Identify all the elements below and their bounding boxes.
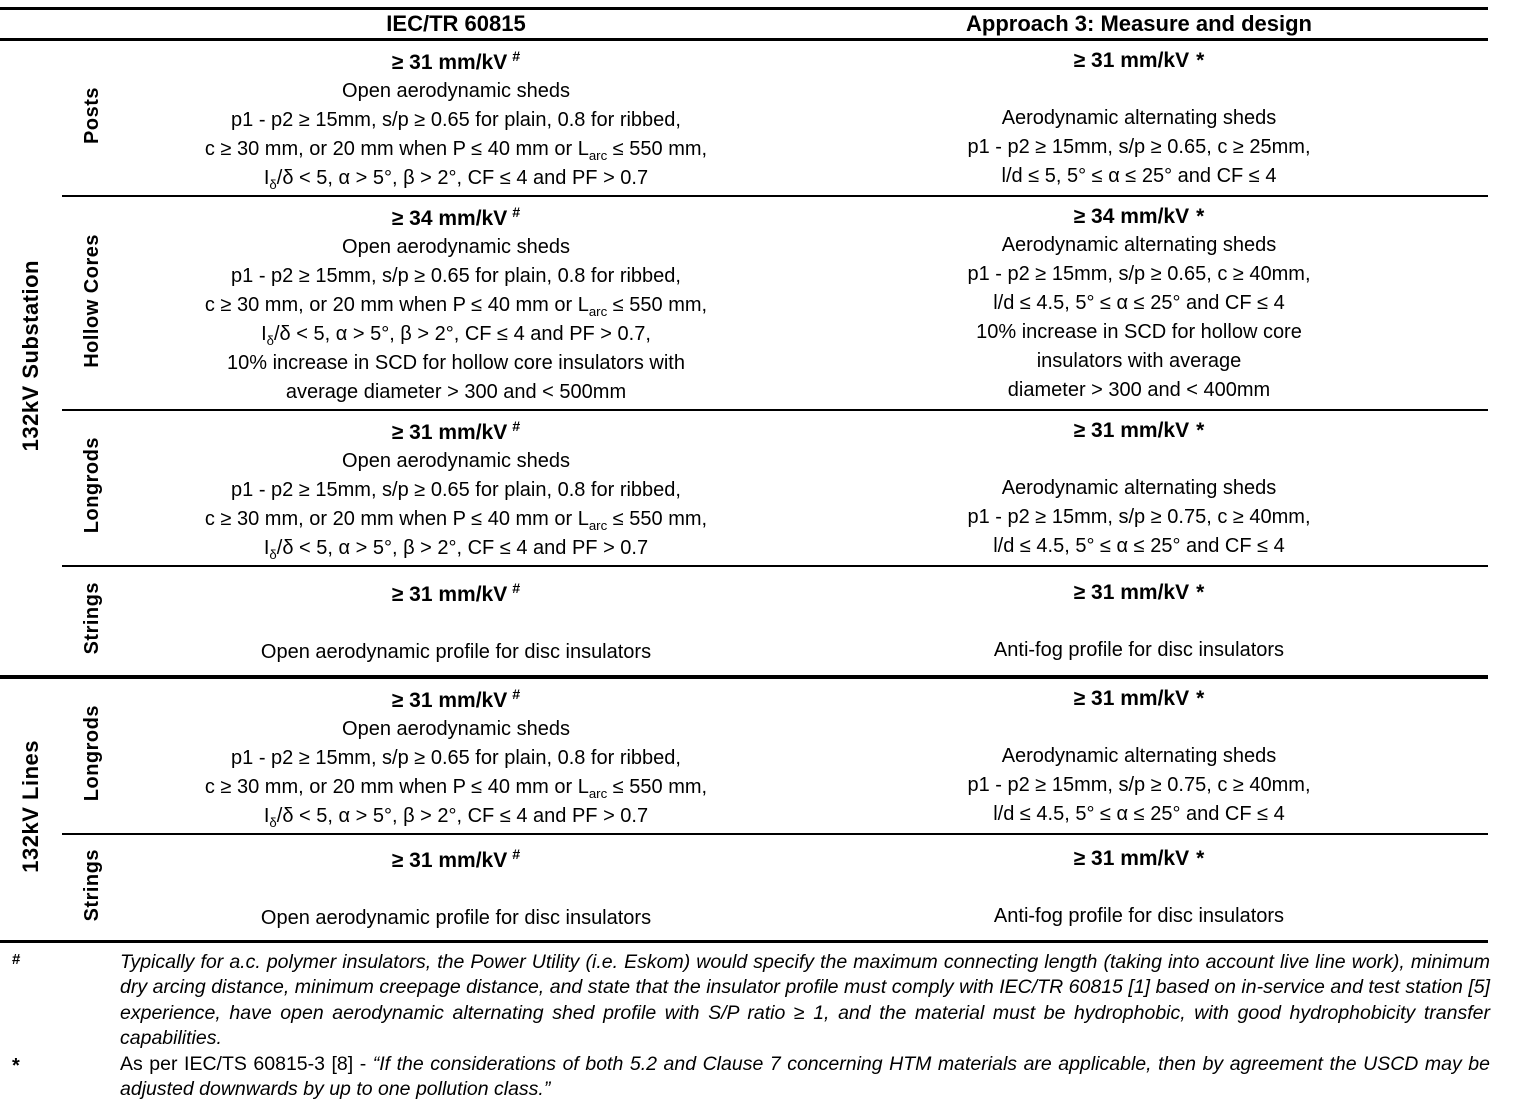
cell-line: l/d ≤ 4.5, 5° ≤ α ≤ 25° and CF ≤ 4: [993, 291, 1285, 314]
row-substation-hollow-cores: [0, 196, 1488, 410]
row-label-longrods: [62, 677, 122, 834]
cell-line: $I_\delta/\delta < 5$, α > 5°, β > 2°, CF ≤ 4 and PF > 0.7,: [261, 323, 651, 348]
cell-text-lines: [126, 77, 786, 193]
cell-lines-strings-iec: [122, 834, 790, 941]
cell-line: Anti-fog profile for disc insulators: [993, 638, 1285, 661]
cell-line: [794, 713, 1484, 742]
creepage-value: [126, 199, 786, 233]
value-text: ≥ 31 mm/kV: [1073, 846, 1190, 870]
cell-line: p1 - p2 ≥ 15mm, s/p ≥ 0.65, c ≥ 25mm,: [967, 135, 1311, 158]
cell-line: $I_\delta/\delta < 5$, α > 5°, β > 2°, CF ≤ 4 and PF > 0.7: [263, 537, 649, 562]
footnote-ref-hash: #: [512, 419, 521, 435]
footnote-ref-star: *: [1196, 686, 1205, 710]
footnote-ref-star: *: [1196, 48, 1205, 72]
creepage-value: [126, 43, 786, 77]
row-lines-strings: [0, 834, 1488, 941]
cell-substation-hollow-approach: [790, 196, 1488, 410]
creepage-value: [126, 681, 786, 715]
cell-line: p1 - p2 ≥ 15mm, s/p ≥ 0.65 for plain, 0.8 for ribbed,: [231, 479, 681, 501]
value-text: ≥ 31 mm/kV: [391, 849, 508, 873]
cell-line: [126, 875, 786, 904]
cell-line: Aerodynamic alternating sheds: [1001, 233, 1277, 256]
footnote-hash-marker: #: [12, 950, 21, 968]
value-text: ≥ 31 mm/kV: [1073, 418, 1190, 442]
creepage-value: [794, 684, 1484, 713]
cell-substation-longrods-approach: [790, 410, 1488, 566]
row-substation-strings: [0, 566, 1488, 677]
value-text: ≥ 31 mm/kV: [391, 689, 508, 712]
cell-text-lines: [794, 713, 1484, 829]
cell-substation-posts-iec: [122, 40, 790, 197]
cell-substation-posts-approach: [790, 40, 1488, 197]
cell-line: Open aerodynamic sheds: [342, 236, 570, 258]
column-header-iec: IEC/TR 60815: [122, 9, 790, 40]
footnotes-section: [0, 943, 1536, 1103]
cell-line: c ≥ 30 mm, or 20 mm when P ≤ 40 mm or $L_{arc} \le 550$ mm,: [204, 776, 708, 801]
cell-text-lines: [794, 445, 1484, 561]
cell-line: p1 - p2 ≥ 15mm, s/p ≥ 0.65 for plain, 0.8 for ribbed,: [231, 265, 681, 287]
row-label-posts: [62, 40, 122, 197]
footnote-ref-hash: #: [512, 687, 521, 703]
cell-lines-longrods-approach: [790, 677, 1488, 834]
cell-line: Anti-fog profile for disc insulators: [993, 904, 1285, 927]
header-corner-cell: [0, 9, 122, 40]
group-label-text: 132kV Lines: [18, 740, 43, 874]
value-text: ≥ 31 mm/kV: [391, 421, 508, 444]
cell-line: [794, 445, 1484, 474]
row-lines-longrods: [0, 677, 1488, 834]
cell-line: 10% increase in SCD for hollow core: [976, 320, 1302, 343]
creepage-value: [794, 578, 1484, 607]
footnote-star: [12, 1052, 1490, 1103]
footnote-star-marker: *: [12, 1054, 20, 1077]
cell-line: Aerodynamic alternating sheds: [1001, 476, 1277, 499]
row-label-text: Longrods: [80, 437, 103, 534]
creepage-value: [794, 844, 1484, 873]
cell-substation-strings-iec: [122, 566, 790, 677]
cell-line: p1 - p2 ≥ 15mm, s/p ≥ 0.65, c ≥ 40mm,: [967, 262, 1311, 285]
row-label-strings: [62, 566, 122, 677]
creepage-value: [794, 202, 1484, 231]
footnote-ref-star: *: [1196, 204, 1205, 228]
cell-line: l/d ≤ 5, 5° ≤ α ≤ 25° and CF ≤ 4: [1001, 164, 1277, 187]
cell-line: Open aerodynamic sheds: [342, 450, 570, 472]
footnote-ref-hash: #: [512, 847, 521, 864]
cell-substation-strings-approach: [790, 566, 1488, 677]
cell-text-lines: [794, 873, 1484, 931]
cell-line: p1 - p2 ≥ 15mm, s/p ≥ 0.75, c ≥ 40mm,: [967, 773, 1311, 796]
footnote-ref-star: *: [1196, 580, 1205, 604]
footnote-star-prefix: As per IEC/TS 60815-3 [8] -: [120, 1052, 373, 1075]
cell-line: Open aerodynamic profile for disc insulators: [260, 641, 652, 663]
cell-line: c ≥ 30 mm, or 20 mm when P ≤ 40 mm or $L_{arc} \le 550$ mm,: [204, 138, 708, 163]
cell-text-lines: [126, 233, 786, 407]
cell-line: $I_\delta/\delta < 5$, α > 5°, β > 2°, CF ≤ 4 and PF > 0.7: [263, 167, 649, 192]
footnote-ref-hash: #: [512, 205, 521, 221]
cell-lines-strings-approach: [790, 834, 1488, 941]
cell-line: Open aerodynamic sheds: [342, 80, 570, 102]
value-text: ≥ 31 mm/kV: [391, 51, 508, 74]
row-label-text: Hollow Cores: [80, 233, 103, 368]
group-label-lines: [0, 677, 62, 941]
footnote-star-quote: “If the considerations of both 5.2 and Clause 7 concerning HTM materials are applicable, then by agreement the USCD may be adjusted downwards by up to one pollution class.”: [120, 1052, 1490, 1100]
row-label-text: Longrods: [80, 705, 103, 802]
footnote-ref-hash: #: [512, 49, 521, 65]
header-row: [0, 9, 1488, 40]
cell-line: [794, 873, 1484, 902]
row-label-longrods: [62, 410, 122, 566]
group-label-substation: [0, 40, 62, 678]
footnote-ref-star: *: [1196, 846, 1205, 870]
column-header-approach3: Approach 3: Measure and design: [790, 9, 1488, 40]
cell-line: p1 - p2 ≥ 15mm, s/p ≥ 0.65 for plain, 0.8 for ribbed,: [231, 109, 681, 131]
value-text: ≥ 34 mm/kV: [391, 207, 508, 230]
cell-line: diameter > 300 and < 400mm: [1007, 378, 1271, 401]
cell-line: Open aerodynamic sheds: [342, 718, 570, 740]
cell-line: p1 - p2 ≥ 15mm, s/p ≥ 0.65 for plain, 0.8 for ribbed,: [231, 747, 681, 769]
footnote-hash: [12, 950, 1490, 1052]
cell-line: [794, 75, 1484, 104]
cell-line: Aerodynamic alternating sheds: [1001, 744, 1277, 767]
cell-text-lines: [794, 75, 1484, 191]
cell-text-lines: [126, 609, 786, 667]
row-label-text: Strings: [80, 582, 103, 655]
group-label-text: 132kV Substation: [18, 259, 43, 452]
row-substation-posts: [0, 40, 1488, 197]
creepage-value: [126, 413, 786, 447]
cell-line: l/d ≤ 4.5, 5° ≤ α ≤ 25° and CF ≤ 4: [993, 534, 1285, 557]
footnote-ref-hash: #: [512, 581, 521, 597]
cell-text-lines: [126, 875, 786, 933]
value-text: ≥ 31 mm/kV: [1073, 580, 1190, 604]
value-text: ≥ 31 mm/kV: [391, 583, 508, 606]
cell-text-lines: [794, 607, 1484, 665]
cell-line: l/d ≤ 4.5, 5° ≤ α ≤ 25° and CF ≤ 4: [993, 802, 1285, 825]
cell-line: average diameter > 300 and < 500mm: [285, 381, 627, 403]
cell-text-lines: [126, 715, 786, 831]
cell-text-lines: [794, 231, 1484, 405]
footnote-star-text: [120, 1052, 1490, 1103]
cell-line: Aerodynamic alternating sheds: [1001, 106, 1277, 129]
cell-line: c ≥ 30 mm, or 20 mm when P ≤ 40 mm or $L_{arc} \le 550$ mm,: [204, 294, 708, 319]
value-text: ≥ 34 mm/kV: [1073, 204, 1190, 228]
row-label-hollow-cores: [62, 196, 122, 410]
creepage-value: [126, 841, 786, 875]
row-label-text: Strings: [80, 848, 103, 921]
cell-lines-longrods-iec: [122, 677, 790, 834]
creepage-value: [794, 46, 1484, 75]
footnote-hash-text: Typically for a.c. polymer insulators, the Power Utility (i.e. Eskom) would specify the maximum connecting length (taking into account live line work), minimum dry arcing distance, minimum creepage distance, and state that the insulator profile must comply with IEC/TR 60815 [1] based on in-service and test station [5] experience, have open aerodynamic alternating shed profile with S/P ratio ≥ 1, and the material must be hydrophobic, with good hydrophobicity transfer capabilities.: [120, 950, 1490, 1049]
cell-text-lines: [126, 447, 786, 563]
creepage-value: [794, 416, 1484, 445]
cell-line: $I_\delta/\delta < 5$, α > 5°, β > 2°, CF ≤ 4 and PF > 0.7: [263, 805, 649, 830]
row-label-text: Posts: [80, 87, 103, 144]
row-label-strings: [62, 834, 122, 941]
cell-line: [794, 607, 1484, 636]
cell-substation-hollow-iec: [122, 196, 790, 410]
cell-line: [126, 609, 786, 638]
footnote-ref-star: *: [1196, 418, 1205, 442]
cell-line: c ≥ 30 mm, or 20 mm when P ≤ 40 mm or $L_{arc} \le 550$ mm,: [204, 508, 708, 533]
cell-line: Open aerodynamic profile for disc insulators: [260, 907, 652, 930]
cell-line: 10% increase in SCD for hollow core insulators with: [227, 352, 685, 374]
row-substation-longrods: [0, 410, 1488, 566]
value-text: ≥ 31 mm/kV: [1073, 48, 1190, 72]
value-text: ≥ 31 mm/kV: [1073, 686, 1190, 710]
creepage-value: [126, 575, 786, 609]
cell-line: p1 - p2 ≥ 15mm, s/p ≥ 0.75, c ≥ 40mm,: [967, 505, 1311, 528]
cell-substation-longrods-iec: [122, 410, 790, 566]
insulator-spec-table: [0, 7, 1488, 943]
cell-line: insulators with average: [1036, 349, 1242, 372]
